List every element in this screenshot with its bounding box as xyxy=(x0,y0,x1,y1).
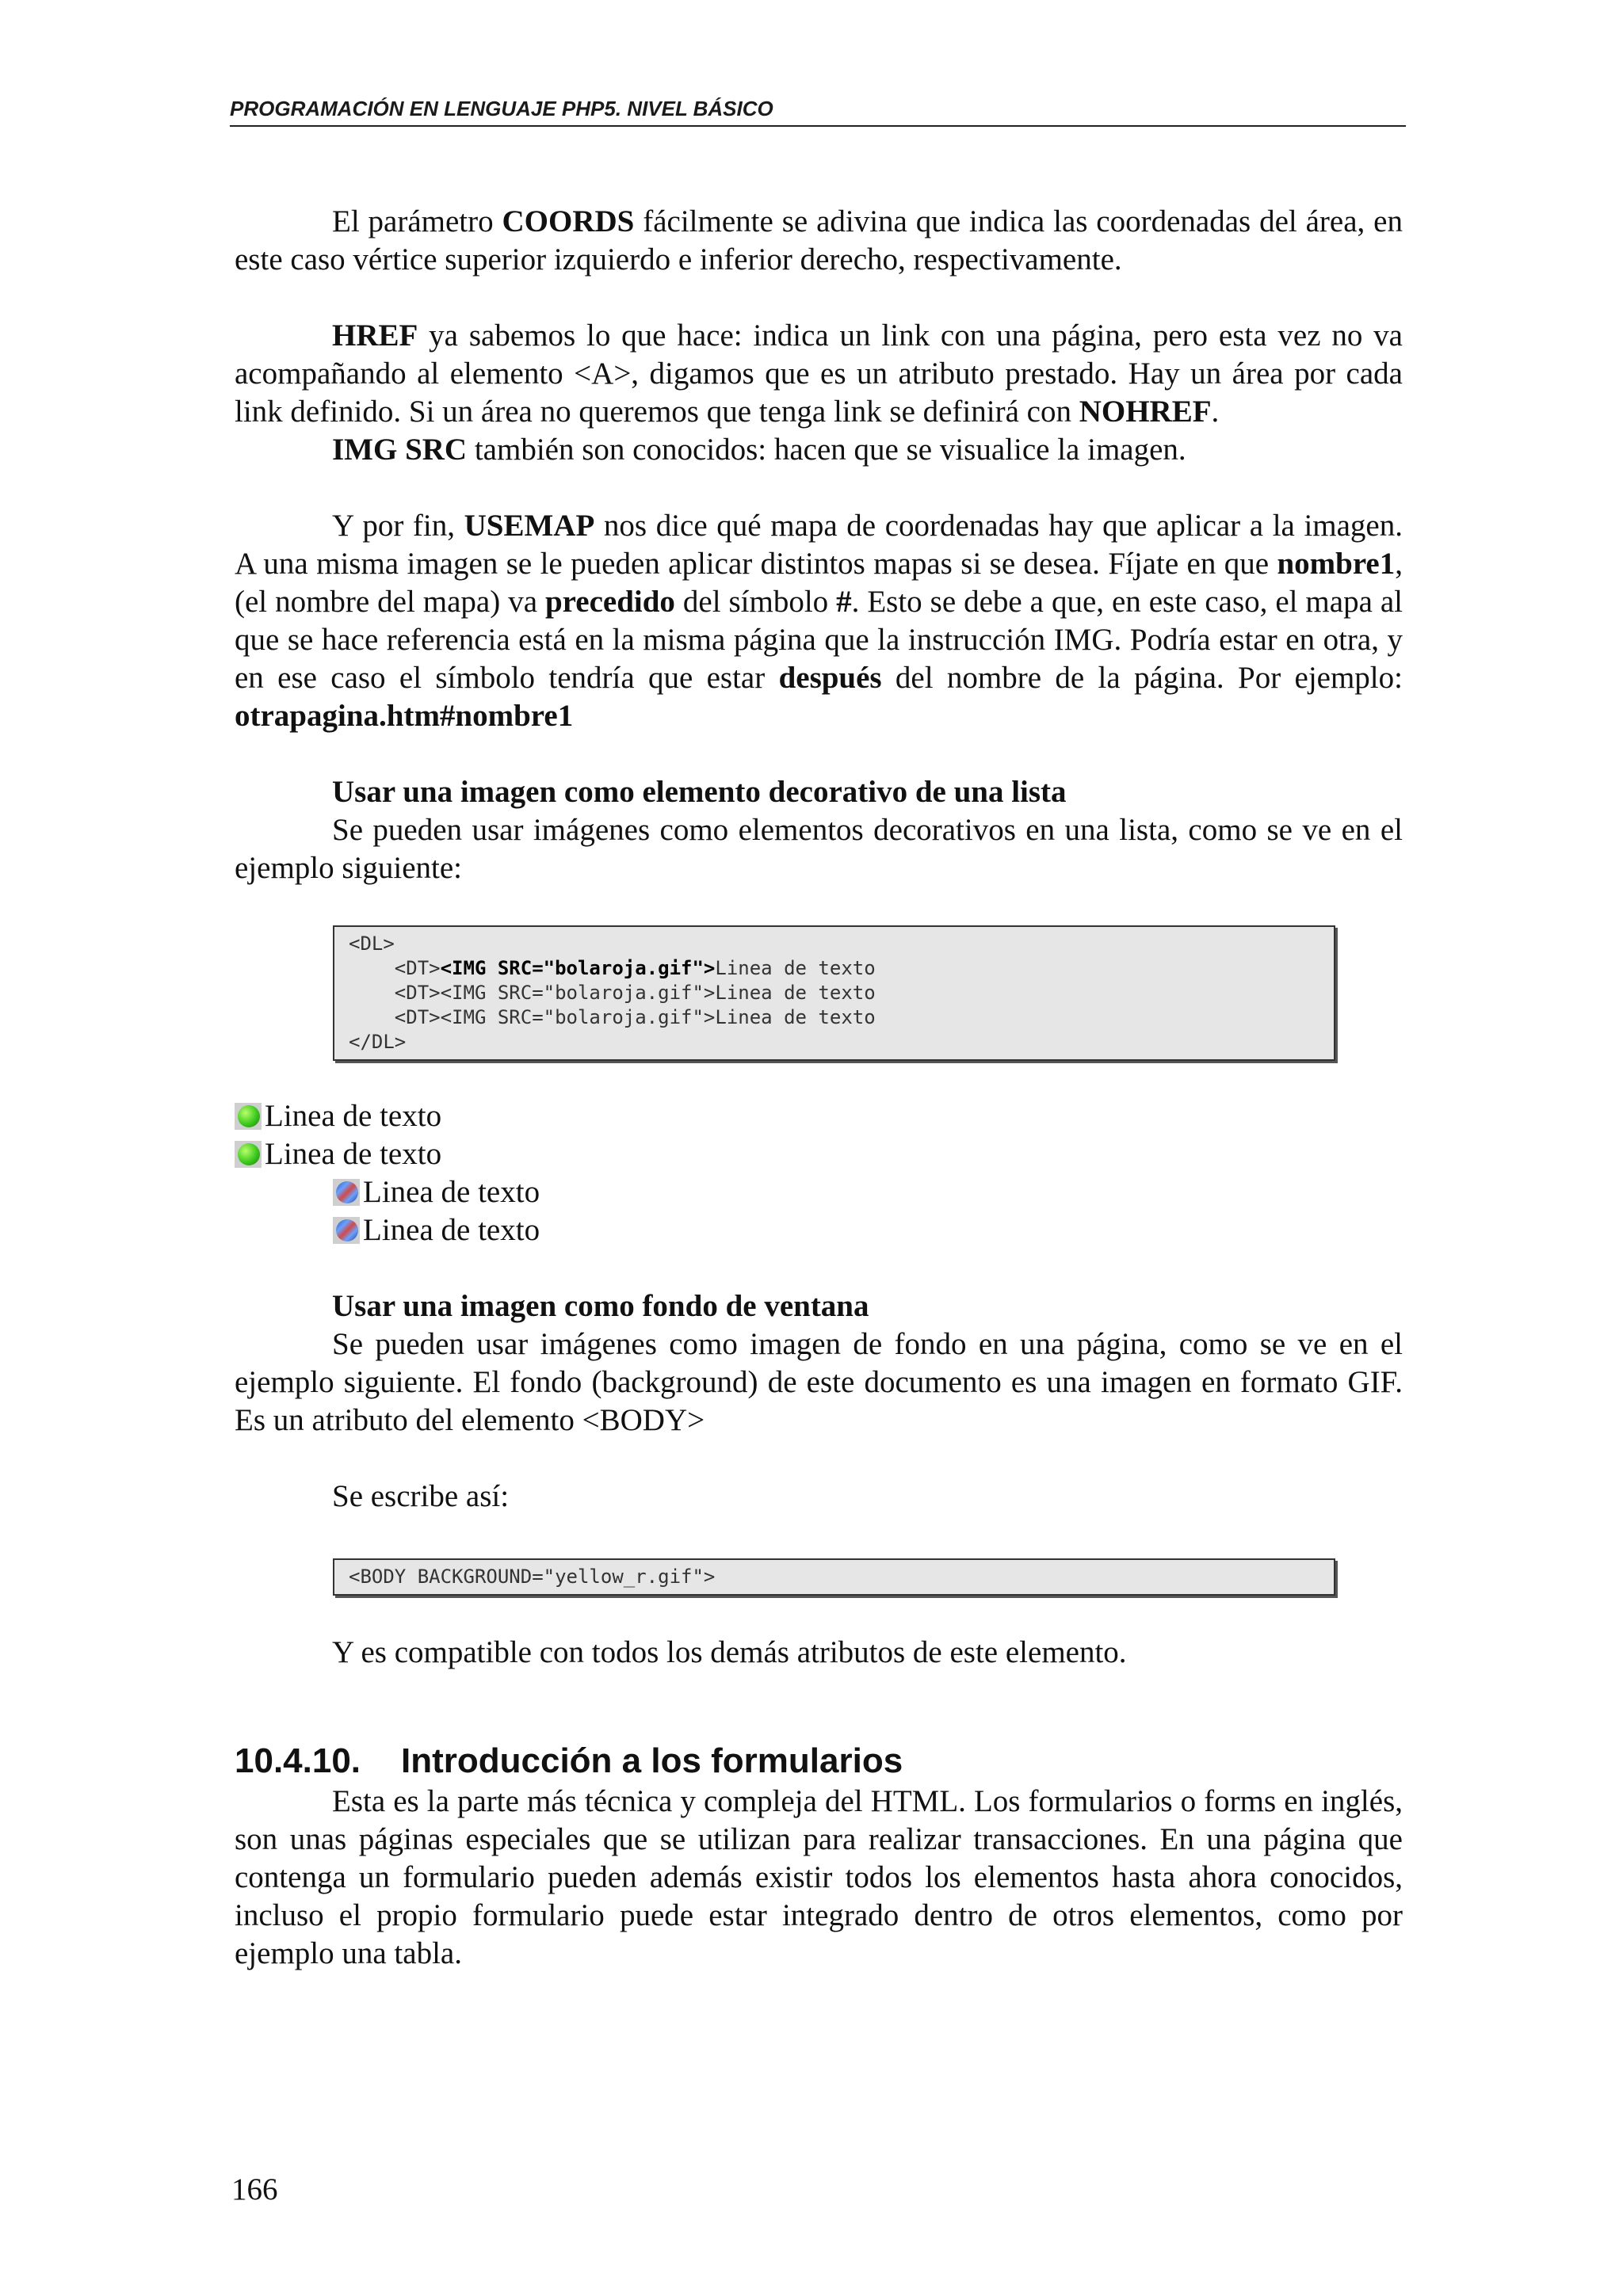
bold-term: # xyxy=(836,585,852,619)
bold-term: USEMAP xyxy=(464,509,595,543)
bold-term: COORDS xyxy=(502,204,635,238)
compat-text: Y es compatible con todos los demás atributos de este elemento. xyxy=(332,1635,1127,1669)
paragraph-coords xyxy=(235,203,1403,279)
green-ball-icon xyxy=(235,1103,262,1130)
bg-section-heading xyxy=(235,1287,1403,1325)
page-number: 166 xyxy=(231,2172,278,2206)
section-number: 10.4.10. xyxy=(235,1741,361,1780)
code-line: <DL> xyxy=(349,933,395,955)
heading-text: Usar una imagen como elemento decorativo de una lista xyxy=(332,775,1067,809)
bold-term: IMG SRC xyxy=(332,433,468,467)
code-span: Linea de texto xyxy=(715,957,876,979)
list-section-text: Se pueden usar imágenes como elementos decorativos en una lista, como se ve en el ejemplo siguiente: xyxy=(235,813,1403,885)
text-span: El parámetro xyxy=(332,204,502,238)
paragraph-usemap xyxy=(235,507,1403,735)
text-span: , (el nombre del mapa) va xyxy=(235,547,1403,619)
code-span: <DT> xyxy=(349,957,441,979)
bold-term: HREF xyxy=(332,318,418,353)
bold-term: otrapagina.htm#nombre1 xyxy=(235,699,574,733)
list-section-heading xyxy=(235,773,1403,811)
paragraph-href xyxy=(235,317,1403,431)
text-span: fácilmente se adivina que indica las coordenadas del área, en este caso vértice superior izquierdo e inferior derecho, respectivamente. xyxy=(235,204,1403,277)
section-heading xyxy=(235,1740,1403,1783)
code-line: </DL> xyxy=(349,1031,407,1053)
code-line: <DT><IMG SRC="bolaroja.gif">Linea de texto xyxy=(349,1006,876,1028)
list-item xyxy=(235,1135,1403,1173)
demo-list xyxy=(235,1097,1403,1249)
blue-ball-icon xyxy=(333,1217,360,1244)
text-span: Y por fin, xyxy=(332,509,464,543)
list-item-text: Linea de texto xyxy=(363,1213,540,1247)
list-item xyxy=(235,1211,1403,1249)
code-line: <DT><IMG SRC="bolaroja.gif">Linea de texto xyxy=(349,982,876,1004)
section-title: Introducción a los formularios xyxy=(401,1741,903,1780)
se-escribe-text: Se escribe así: xyxy=(332,1479,510,1513)
list-item xyxy=(235,1173,1403,1211)
section-text: Esta es la parte más técnica y compleja del HTML. Los formularios o forms en inglés, son unas páginas especiales que se utilizan para realizar transacciones. En una página que contenga un formulario pueden además existir todos los elementos hasta ahora conocidos, incluso el propio formulario puede estar integrado dentro de otros elementos, como por ejemplo una tabla. xyxy=(235,1784,1403,1970)
running-header: PROGRAMACIÓN EN LENGUAJE PHP5. NIVEL BÁSICO xyxy=(230,97,773,120)
bold-term: precedido xyxy=(544,585,675,619)
paragraph-img-src xyxy=(235,431,1403,469)
code-span-bold: <IMG SRC="bolaroja.gif"> xyxy=(440,957,716,979)
code-block-list xyxy=(333,925,1335,1061)
bg-section-text: Se pueden usar imágenes como imagen de fondo en una página, como se ve en el ejemplo siguiente. El fondo (background) de este documento es una imagen en formato GIF. Es un atributo del elemento <BODY> xyxy=(235,1327,1403,1437)
text-span: del símbolo xyxy=(674,585,837,619)
code-line xyxy=(349,956,1334,981)
list-item-text: Linea de texto xyxy=(363,1175,540,1209)
page-content xyxy=(235,203,1403,1973)
code-block-body xyxy=(333,1558,1335,1596)
text-span: del nombre de la página. Por ejemplo: xyxy=(881,661,1403,695)
list-item-text: Linea de texto xyxy=(265,1099,442,1133)
green-ball-icon xyxy=(235,1141,262,1168)
bold-term: nombre1 xyxy=(1277,547,1396,581)
bold-term: NOHREF xyxy=(1079,395,1212,429)
text-span: nos dice qué mapa de coordenadas hay que aplicar a la imagen. A una misma imagen se le pueden aplicar distintos mapas si se desea. Fíjate en que xyxy=(235,509,1403,581)
header-rule xyxy=(230,125,1406,127)
code-line: <BODY BACKGROUND="yellow_r.gif"> xyxy=(349,1566,716,1588)
text-span: . Esto se debe a que, en este caso, el mapa al que se hace referencia está en la misma página que la instrucción IMG. Podría estar en otra, y en ese caso el símbolo tendría que estar xyxy=(235,585,1403,695)
bold-term: después xyxy=(778,661,882,695)
list-item-text: Linea de texto xyxy=(265,1137,442,1171)
list-item xyxy=(235,1097,1403,1135)
text-span: ya sabemos lo que hace: indica un link con una página, pero esta vez no va acompañando al elemento <A>, digamos que es un atributo prestado. Hay un área por cada link definido. Si un área no queremos que tenga link se definirá con xyxy=(235,318,1403,429)
heading-text: Usar una imagen como fondo de ventana xyxy=(332,1289,869,1323)
text-span: . xyxy=(1211,395,1220,429)
text-span: también son conocidos: hacen que se visualice la imagen. xyxy=(467,433,1186,467)
blue-ball-icon xyxy=(333,1179,360,1206)
